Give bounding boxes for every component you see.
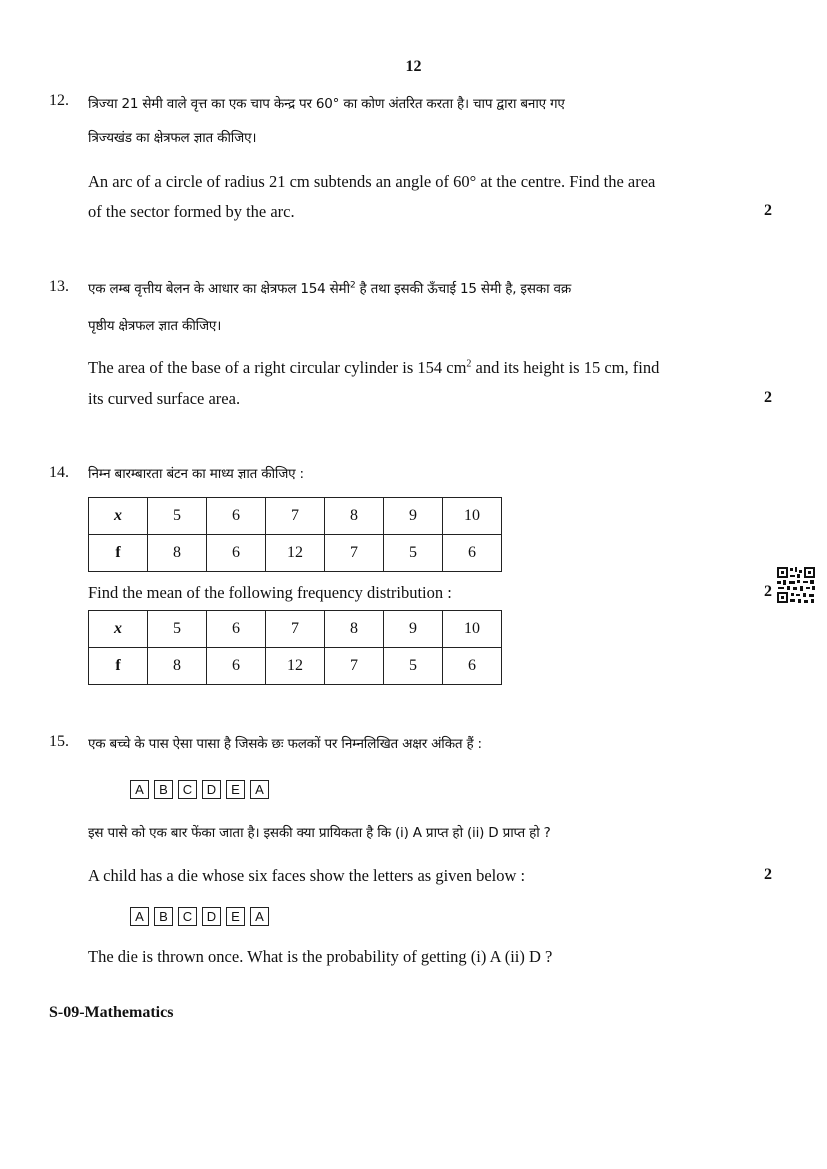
table-cell: 5 — [384, 648, 443, 685]
die-face: C — [178, 780, 197, 799]
table-cell: 7 — [325, 535, 384, 572]
table-cell: 7 — [266, 498, 325, 535]
die-face: B — [154, 780, 173, 799]
table-cell: 9 — [384, 611, 443, 648]
table-cell: 6 — [207, 611, 266, 648]
table-cell: 6 — [443, 535, 502, 572]
question-number-13: 13. — [49, 278, 69, 295]
q13-english-line1: The area of the base of a right circular cylinder is 154 $cm^2$ and its height is 15 cm, find — [88, 358, 660, 377]
table-cell: 12 — [266, 535, 325, 572]
table-cell: 5 — [384, 535, 443, 572]
table-row-x — [89, 611, 502, 648]
die-face: A — [130, 780, 149, 799]
die-face: D — [202, 780, 221, 799]
table-row-f — [89, 648, 502, 685]
q13-hindi-line1: एक लम्ब वृत्तीय बेलन के आधार का क्षेत्रफल 154 सेमी$^2$ है तथा इसकी ऊँचाई 15 सेमी है, इसका वक्र — [88, 280, 572, 297]
table-cell: 7 — [325, 648, 384, 685]
table-cell: 6 — [207, 648, 266, 685]
table-cell: 8 — [148, 648, 207, 685]
die-face: A — [250, 780, 269, 799]
q15-marks: 2 — [764, 866, 772, 883]
table-cell: 6 — [207, 498, 266, 535]
table-row-f — [89, 535, 502, 572]
table-cell: 7 — [266, 611, 325, 648]
qr-code-icon — [776, 566, 816, 604]
table-cell: 9 — [384, 498, 443, 535]
q12-hindi-line1: त्रिज्या 21 सेमी वाले वृत्त का एक चाप केन्द्र पर 60° का कोण अंतरित करता है। चाप द्वारा बनाए गए — [88, 96, 565, 112]
q14-marks: 2 — [764, 583, 772, 600]
question-number-12: 12. — [49, 92, 69, 109]
frequency-table-hindi — [88, 497, 502, 572]
q12-hindi-line2: त्रिज्यखंड का क्षेत्रफल ज्ञात कीजिए। — [88, 130, 257, 146]
table-cell-x-label: x — [89, 498, 148, 535]
table-cell: 8 — [325, 611, 384, 648]
table-cell-f-label: f — [89, 648, 148, 685]
question-number-14: 14. — [49, 464, 69, 481]
table-cell: 5 — [148, 498, 207, 535]
q12-english-line1: An arc of a circle of radius 21 cm subtends an angle of 60° at the centre. Find the area — [88, 172, 656, 191]
q14-hindi-line1: निम्न बारम्बारता बंटन का माध्य ज्ञात कीजिए : — [88, 466, 304, 482]
frequency-table-english — [88, 610, 502, 685]
table-cell-f-label: f — [89, 535, 148, 572]
die-face: A — [130, 907, 149, 926]
die-faces-hindi — [130, 780, 269, 799]
table-row-x — [89, 498, 502, 535]
table-cell: 8 — [148, 535, 207, 572]
die-faces-english — [130, 907, 269, 926]
q15-english-line1: A child has a die whose six faces show the letters as given below : — [88, 866, 526, 885]
die-face: E — [226, 780, 245, 799]
die-face: B — [154, 907, 173, 926]
q12-english-line2: of the sector formed by the arc. — [88, 202, 295, 221]
q14-english-line1: Find the mean of the following frequency distribution : — [88, 583, 452, 602]
table-cell: 10 — [443, 498, 502, 535]
die-face: A — [250, 907, 269, 926]
table-cell: 5 — [148, 611, 207, 648]
table-cell: 6 — [443, 648, 502, 685]
table-cell: 8 — [325, 498, 384, 535]
table-cell-x-label: x — [89, 611, 148, 648]
q13-english-line2: its curved surface area. — [88, 389, 241, 408]
table-cell: 10 — [443, 611, 502, 648]
q15-english-line2: The die is thrown once. What is the probability of getting (i) A (ii) D ? — [88, 947, 553, 966]
page-number: 12 — [405, 58, 422, 75]
q13-hindi-line2: पृष्ठीय क्षेत्रफल ज्ञात कीजिए। — [88, 318, 222, 334]
die-face: C — [178, 907, 197, 926]
question-number-15: 15. — [49, 733, 69, 750]
die-face: D — [202, 907, 221, 926]
table-cell: 6 — [207, 535, 266, 572]
die-face: E — [226, 907, 245, 926]
q12-marks: 2 — [764, 202, 772, 219]
q13-marks: 2 — [764, 389, 772, 406]
footer-subject-code: S-09-Mathematics — [49, 1004, 174, 1021]
q15-hindi-line2: इस पासे को एक बार फेंका जाता है। इसकी क्या प्रायिकता है कि (i) A प्राप्त हो (ii) D प्राप्त हो ? — [88, 825, 551, 841]
table-cell: 12 — [266, 648, 325, 685]
q15-hindi-line1: एक बच्चे के पास ऐसा पासा है जिसके छः फलकों पर निम्नलिखित अक्षर अंकित हैं : — [88, 736, 482, 752]
